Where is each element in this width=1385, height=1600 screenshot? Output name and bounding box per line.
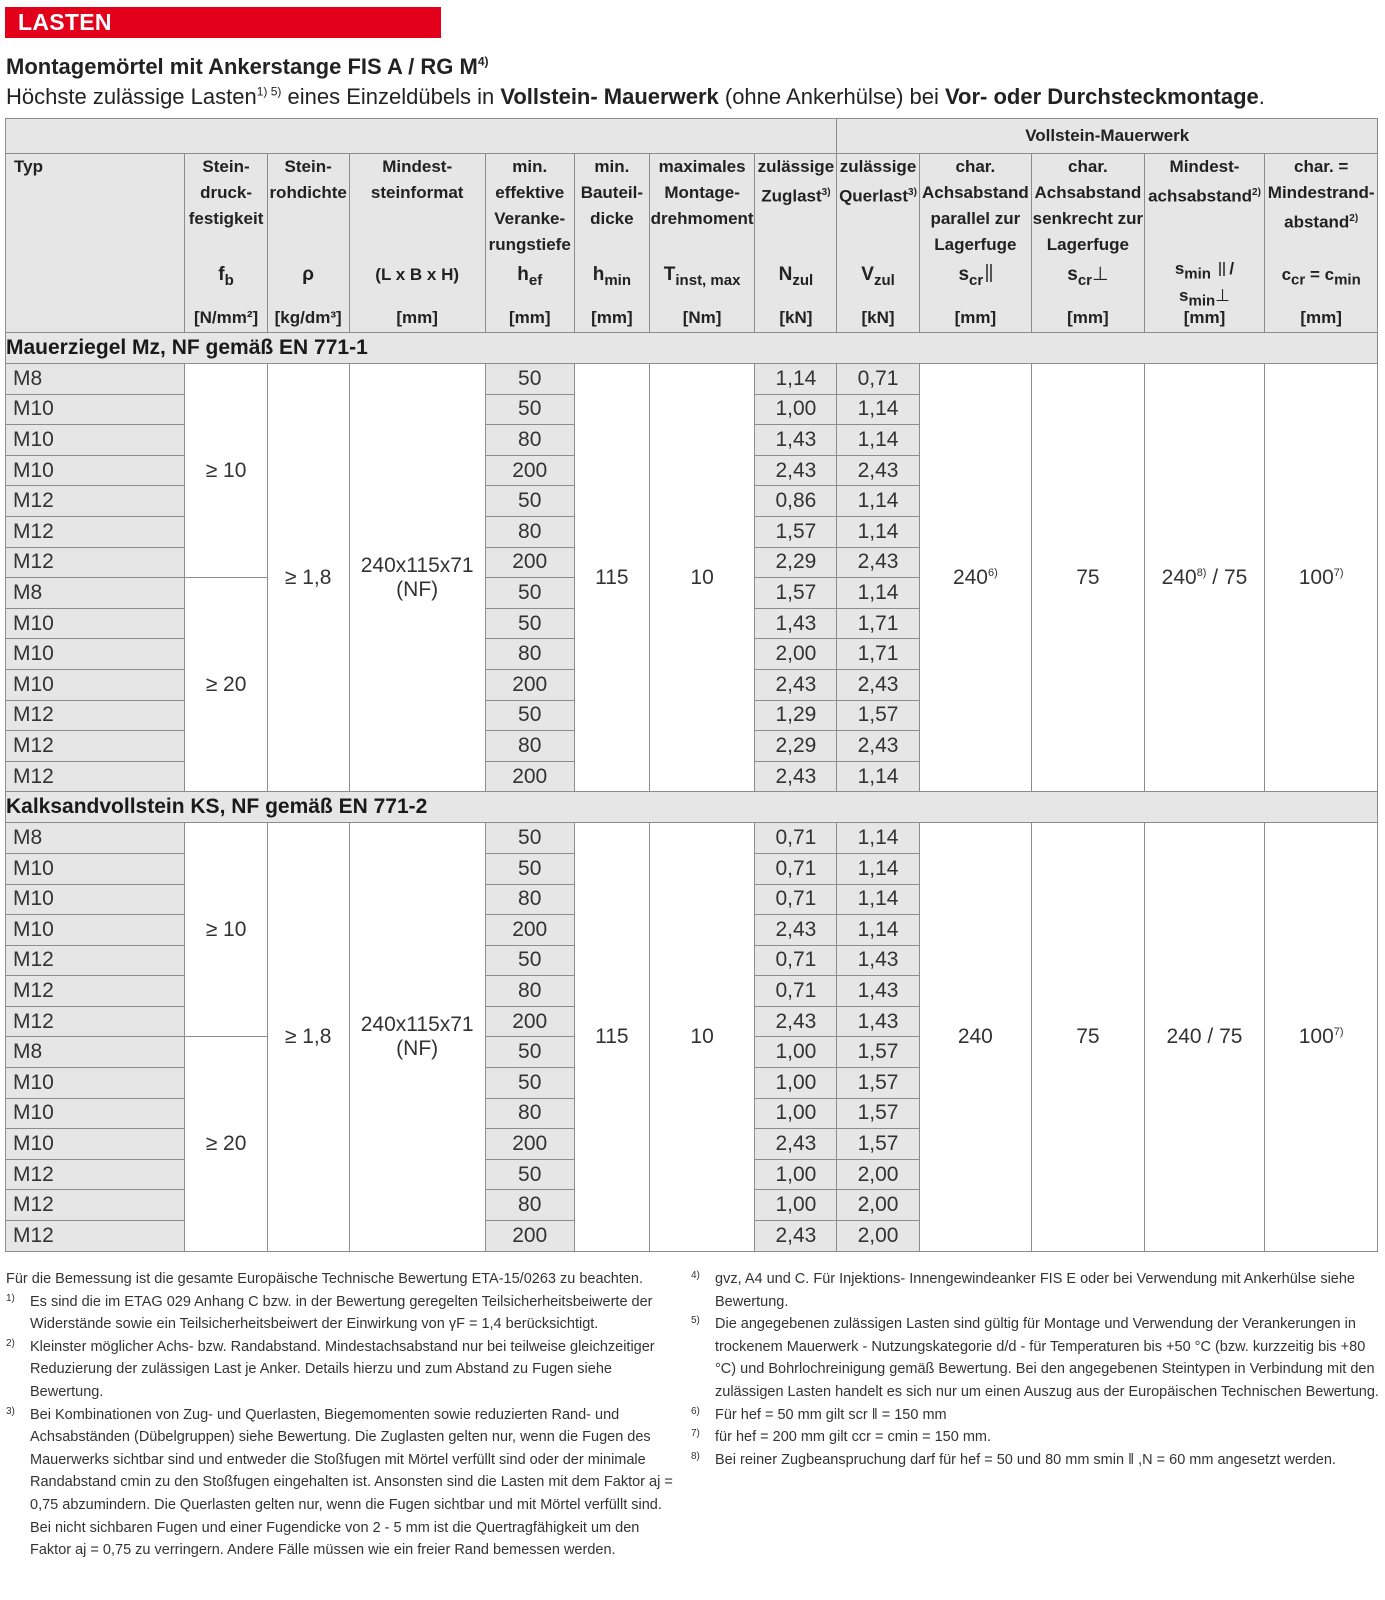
cell-vzul: 2,00 <box>837 1190 919 1221</box>
cell-typ: M12 <box>6 1159 185 1190</box>
cell-scr-perpendicular: 75 <box>1032 823 1145 1251</box>
cell-smin <box>1144 823 1265 1251</box>
footnote-text: Die angegebenen zulässigen Lasten sind gültig für Montage und Verwendung der Verankerungen in trockenem Mauerwerk - Nutzungskategorie d/d - für Temperaturen bis +50 °C (bzw. kurzzeitig bis +80 °C) und Bohrlochreinigung gemäß Bewertung. Bei den angegebenen Steintypen in Verbindung mit den zulässigen Lasten handelt es sich nur um einen Auszug aus der Europäischen Technischen Bewertung. <box>715 1316 1379 1400</box>
cell-nzul: 0,71 <box>755 945 837 976</box>
header-line: min. <box>594 157 630 176</box>
cell-fb: ≥ 10 <box>185 364 267 578</box>
parallel-icon <box>990 264 992 282</box>
header-line: min. <box>512 157 548 176</box>
header-symbol-sub: cr <box>969 271 984 289</box>
footnote-text: Kleinster möglicher Achs- bzw. Randabstand. Mindestachsabstand nur bei teilweise gleichzeitiger Reduzierung der zulässigen Last je Anker. Details hierzu und zum Abstand zu Fugen siehe Bewertung. <box>30 1338 655 1400</box>
header-line: rungstiefe <box>488 235 571 254</box>
cell-hmin: 115 <box>574 364 649 792</box>
footnote-number: 1) <box>6 1292 15 1304</box>
header-line: achsabstand <box>1148 186 1253 206</box>
cell-typ: M10 <box>6 1068 185 1099</box>
cell-nzul: 1,57 <box>755 516 837 547</box>
header-symbol: = c <box>1305 265 1335 284</box>
cell-vzul: 1,57 <box>837 1129 919 1160</box>
title-footnote-ref: 4) <box>477 54 489 69</box>
footnote-6 <box>691 1404 1379 1427</box>
header-line: zulässige <box>757 157 835 176</box>
cell-vzul: 1,14 <box>837 486 919 517</box>
cell-typ: M12 <box>6 731 185 762</box>
header-line: char. = <box>1293 157 1349 176</box>
cell-typ: M12 <box>6 761 185 792</box>
footnote-4 <box>691 1268 1379 1313</box>
cell-hef: 50 <box>485 578 574 609</box>
footnote-text: gvz, A4 und C. Für Injektions- Innengewindeanker FIS E oder bei Verwendung mit Ankerhülse siehe Bewertung. <box>715 1271 1355 1310</box>
cell-vzul: 1,14 <box>837 915 919 946</box>
table-row <box>6 364 1378 395</box>
cell-vzul: 1,43 <box>837 1006 919 1037</box>
cell-nzul: 1,00 <box>755 1159 837 1190</box>
header-line: Bauteil- <box>580 183 644 202</box>
header-line: Mindest- <box>382 157 453 176</box>
format-line: (NF) <box>396 577 439 601</box>
cell-typ: M10 <box>6 639 185 670</box>
format-line: (NF) <box>396 1036 439 1060</box>
footnotes-right <box>691 1268 1379 1471</box>
cell-typ: M10 <box>6 455 185 486</box>
section-title: Kalksandvollstein KS, NF gemäß EN 771-2 <box>6 792 1378 823</box>
cell-hef: 200 <box>485 669 574 700</box>
cell-hef: 80 <box>485 425 574 456</box>
cell-format <box>349 823 485 1251</box>
header-line: steinformat <box>370 183 464 202</box>
header-symbol: s <box>1179 286 1189 306</box>
cell-nzul: 0,71 <box>755 976 837 1007</box>
header-line: maximales <box>658 157 746 176</box>
header-line: Lagerfuge <box>934 235 1017 254</box>
header-symbol-sub: zul <box>792 271 814 289</box>
cell-hef: 200 <box>485 1221 574 1252</box>
header-line: Zuglast <box>761 186 822 206</box>
cell-vzul: 1,14 <box>837 853 919 884</box>
footnote-ref: 7) <box>1333 1025 1344 1038</box>
cell-ccr <box>1265 823 1378 1251</box>
cell-typ: M10 <box>6 394 185 425</box>
cell-hef: 80 <box>485 884 574 915</box>
cell-hef: 200 <box>485 1129 574 1160</box>
cell-scr-parallel <box>919 364 1032 792</box>
cell-typ: M8 <box>6 1037 185 1068</box>
header-line: Achsabstand <box>921 183 1029 202</box>
subtitle-part: . <box>1258 84 1265 109</box>
col-header-fb <box>185 154 267 333</box>
cell-vzul: 1,57 <box>837 1068 919 1099</box>
subtitle-footnote-ref: 1) 5) <box>256 84 282 99</box>
cell-hef: 50 <box>485 394 574 425</box>
cell-hef: 50 <box>485 1159 574 1190</box>
header-symbol-sub: cr <box>1077 271 1092 289</box>
header-unit: [N/mm²] <box>193 308 259 327</box>
cell-vzul: 0,71 <box>837 364 919 395</box>
cell-nzul: 2,43 <box>755 1221 837 1252</box>
footnote-number: 5) <box>691 1315 700 1327</box>
value: 240 <box>957 1024 993 1048</box>
footnote-ref: 8) <box>1196 566 1207 579</box>
cell-typ: M12 <box>6 486 185 517</box>
header-symbol-sub: zul <box>873 271 895 289</box>
cell-nzul: 1,43 <box>755 608 837 639</box>
cell-vzul: 2,43 <box>837 669 919 700</box>
cell-hef: 50 <box>485 1037 574 1068</box>
page-subtitle <box>6 84 1265 110</box>
header-line: drehmoment <box>650 209 754 228</box>
cell-typ: M12 <box>6 976 185 1007</box>
cell-typ: M8 <box>6 364 185 395</box>
header-symbol: h <box>592 264 605 285</box>
header-label: Typ <box>14 157 43 176</box>
cell-vzul: 2,43 <box>837 455 919 486</box>
header-line: rohdichte <box>269 183 347 202</box>
col-header-tinst <box>649 154 754 333</box>
header-unit: [mm] <box>1067 308 1109 327</box>
footnote-ref: 7) <box>1333 566 1344 579</box>
header-symbol: c <box>1281 265 1292 284</box>
header-line: char. <box>1068 157 1108 176</box>
header-line: Montage- <box>664 183 740 202</box>
group-caption-row <box>6 119 1378 154</box>
cell-nzul: 1,00 <box>755 1068 837 1099</box>
cell-tinst: 10 <box>649 823 754 1251</box>
parallel-icon <box>986 264 988 282</box>
cell-tinst: 10 <box>649 364 754 792</box>
cell-typ: M12 <box>6 1221 185 1252</box>
footnote-5 <box>691 1313 1379 1403</box>
header-unit: [mm] <box>1183 308 1226 327</box>
cell-vzul: 1,43 <box>837 976 919 1007</box>
cell-hef: 50 <box>485 853 574 884</box>
header-line: char. <box>955 157 996 176</box>
footnote-text: für hef = 200 mm gilt ccr = cmin = 150 mm. <box>715 1429 992 1446</box>
subtitle-part: (ohne Ankerhülse) bei <box>718 84 946 109</box>
header-line: Lagerfuge <box>1046 235 1129 254</box>
header-line: Veranke- <box>494 209 566 228</box>
cell-hef: 50 <box>485 364 574 395</box>
header-footnote-ref: 3) <box>821 187 831 198</box>
perpendicular-icon: ⊥ <box>1215 286 1230 306</box>
cell-vzul: 1,57 <box>837 1037 919 1068</box>
cell-rho: ≥ 1,8 <box>267 364 349 792</box>
col-header-hef <box>485 154 574 333</box>
cell-hef: 200 <box>485 547 574 578</box>
cell-typ: M8 <box>6 823 185 854</box>
cell-nzul: 2,43 <box>755 915 837 946</box>
header-symbol: T <box>663 264 676 285</box>
cell-scr-perpendicular: 75 <box>1032 364 1145 792</box>
section-header-row <box>6 792 1378 823</box>
cell-nzul: 0,71 <box>755 823 837 854</box>
header-line: abstand <box>1284 212 1350 232</box>
cell-hef: 80 <box>485 1098 574 1129</box>
cell-nzul: 2,29 <box>755 547 837 578</box>
cell-vzul: 1,71 <box>837 639 919 670</box>
col-header-scr-parallel <box>919 154 1032 333</box>
header-unit: [mm] <box>1300 308 1342 327</box>
footnote-1 <box>6 1291 674 1336</box>
cell-vzul: 2,00 <box>837 1221 919 1252</box>
cell-hef: 50 <box>485 608 574 639</box>
cell-typ: M10 <box>6 1098 185 1129</box>
value: 240 <box>1161 565 1197 589</box>
cell-nzul: 1,00 <box>755 1037 837 1068</box>
table-row <box>6 823 1378 854</box>
col-header-typ <box>6 154 185 333</box>
format-line: 240x115x71 <box>360 553 474 577</box>
cell-vzul: 1,14 <box>837 823 919 854</box>
cell-typ: M12 <box>6 945 185 976</box>
cell-hef: 200 <box>485 761 574 792</box>
cell-typ: M10 <box>6 1129 185 1160</box>
footnote-2 <box>6 1336 674 1404</box>
header-line: druck- <box>200 183 253 202</box>
cell-nzul: 2,43 <box>755 1129 837 1160</box>
footnote-number: 4) <box>691 1270 700 1281</box>
cell-hef: 50 <box>485 1068 574 1099</box>
cell-rho: ≥ 1,8 <box>267 823 349 1251</box>
cell-vzul: 2,43 <box>837 731 919 762</box>
cell-hef: 50 <box>485 700 574 731</box>
cell-ccr <box>1265 364 1378 792</box>
cell-hef: 80 <box>485 639 574 670</box>
cell-scr-parallel <box>919 823 1032 1251</box>
value: / 75 <box>1201 1024 1243 1048</box>
cell-vzul: 1,43 <box>837 945 919 976</box>
footnote-number: 2) <box>6 1337 15 1349</box>
footnote-text: Bei Kombinationen von Zug- und Querlasten, Biegemomenten sowie reduzierten Rand- und Achsabständen (Dübelgruppen) siehe Bewertung. Die Zuglasten gelten nur, wenn die Fugen des Mauerwerks sichtbar sind und entweder die Stoßfugen mit Mörtel verfüllt sind oder der minimale Randabstand cmin zu den Stoßfugen eingehalten ist. Ansonsten sind die Lasten mit dem Faktor aj = 0,75 abzumindern. Die Querlasten gelten nur, wenn die Fugen sichtbar und mit Mörtel verfüllt sind. Bei nicht sichbaren Fugen und einer Fugendicke von 2 - 5 mm ist die Quertragfähigkeit um den Faktor aj = 0,75 zu verringern. Andere Fälle müssen wie ein freier Rand bemessen werden. <box>30 1406 673 1559</box>
cell-hef: 50 <box>485 945 574 976</box>
col-header-ccr <box>1265 154 1378 333</box>
header-line: Mindestrand- <box>1267 183 1375 202</box>
header-footnote-ref: 2) <box>1252 187 1261 198</box>
cell-hef: 80 <box>485 516 574 547</box>
cell-vzul: 1,57 <box>837 1098 919 1129</box>
cell-vzul: 2,43 <box>837 547 919 578</box>
header-symbol-sub: inst, max <box>675 271 741 289</box>
cell-vzul: 1,14 <box>837 516 919 547</box>
header-unit: [mm] <box>508 308 551 327</box>
subtitle-bold: Vor- oder Durchsteckmontage <box>945 84 1259 109</box>
footnote-text: Es sind die im ETAG 029 Anhang C bzw. in der Bewertung geregelten Teilsicherheitsbeiwerte der Widerstände sowie ein Teilsicherheitsbeiwert der Einwirkung von γF = 1,4 berücksichtigt. <box>30 1293 653 1333</box>
cell-hef: 80 <box>485 731 574 762</box>
cell-typ: M12 <box>6 1006 185 1037</box>
header-symbol: (L x B x H) <box>375 265 460 284</box>
header-line: dicke <box>590 209 634 228</box>
header-symbol: s <box>1067 264 1078 285</box>
parallel-icon <box>1223 262 1225 276</box>
header-line: effektive <box>495 183 565 202</box>
page-title <box>6 54 489 80</box>
cell-vzul: 1,71 <box>837 608 919 639</box>
value: 240 <box>1166 1024 1202 1048</box>
cell-typ: M10 <box>6 425 185 456</box>
header-symbol-sub: min <box>1184 265 1211 283</box>
header-line: Querlast <box>839 186 909 206</box>
header-line: Mindest- <box>1169 157 1240 176</box>
cell-nzul: 1,43 <box>755 425 837 456</box>
cell-vzul: 1,14 <box>837 761 919 792</box>
header-line: Achsabstand <box>1034 183 1142 202</box>
cell-nzul: 1,14 <box>755 364 837 395</box>
header-line: zulässige <box>839 157 917 176</box>
cell-nzul: 1,00 <box>755 1190 837 1221</box>
header-line: senkrecht zur <box>1032 209 1144 228</box>
cell-fb: ≥ 20 <box>185 578 267 792</box>
header-symbol-sub: b <box>224 271 234 289</box>
cell-typ: M8 <box>6 578 185 609</box>
value: 100 <box>1298 1024 1334 1048</box>
subtitle-part: Höchste zulässige Lasten <box>6 84 257 109</box>
cell-nzul: 1,29 <box>755 700 837 731</box>
cell-typ: M12 <box>6 516 185 547</box>
cell-fb: ≥ 20 <box>185 1037 267 1251</box>
header-unit: [kN] <box>779 308 813 327</box>
header-symbol-sub: min <box>1334 271 1361 289</box>
cell-typ: M12 <box>6 547 185 578</box>
cell-hef: 80 <box>485 1190 574 1221</box>
cell-vzul: 1,14 <box>837 578 919 609</box>
header-symbol: s <box>958 264 970 285</box>
header-line: parallel zur <box>930 209 1021 228</box>
value: / 75 <box>1206 565 1248 589</box>
footnote-text: Für hef = 50 mm gilt scr ǁ = 150 mm <box>715 1406 947 1423</box>
value: 100 <box>1298 565 1334 589</box>
footnote-8 <box>691 1449 1379 1472</box>
cell-hmin: 115 <box>574 823 649 1251</box>
cell-typ: M12 <box>6 1190 185 1221</box>
footnote-number: 3) <box>6 1405 15 1417</box>
header-line: Stein- <box>284 157 332 176</box>
footnote-7 <box>691 1426 1379 1449</box>
col-header-hmin <box>574 154 649 333</box>
cell-vzul: 2,00 <box>837 1159 919 1190</box>
cell-nzul: 2,43 <box>755 761 837 792</box>
footnote-intro: Für die Bemessung ist die gesamte Europäische Technische Bewertung ETA-15/0263 zu beachten. <box>6 1271 644 1287</box>
section-title: Mauerziegel Mz, NF gemäß EN 771-1 <box>6 333 1378 364</box>
footnote-text: Bei reiner Zugbeanspruchung darf für hef = 50 und 80 mm smin ǁ ,N = 60 mm angesetzt werden. <box>715 1451 1336 1468</box>
header-line: Stein- <box>202 157 250 176</box>
section-banner: LASTEN <box>5 7 441 38</box>
cell-hef: 200 <box>485 455 574 486</box>
cell-hef: 50 <box>485 823 574 854</box>
header-unit: [kN] <box>861 308 895 327</box>
cell-nzul: 1,00 <box>755 1098 837 1129</box>
header-symbol-sub: ef <box>528 271 543 289</box>
cell-vzul: 1,57 <box>837 700 919 731</box>
col-header-scr-perpendicular <box>1032 154 1145 333</box>
header-symbol: N <box>778 264 793 285</box>
cell-nzul: 2,00 <box>755 639 837 670</box>
cell-nzul: 0,71 <box>755 884 837 915</box>
header-unit: [mm] <box>591 308 633 327</box>
cell-typ: M10 <box>6 669 185 700</box>
header-footnote-ref: 3) <box>908 187 917 198</box>
col-header-format <box>349 154 485 333</box>
cell-format <box>349 364 485 792</box>
subtitle-bold: Vollstein- Mauerwerk <box>500 84 719 109</box>
col-header-nzul <box>755 154 837 333</box>
col-header-rho <box>267 154 349 333</box>
cell-vzul: 1,14 <box>837 884 919 915</box>
header-row <box>6 154 1378 333</box>
cell-nzul: 1,00 <box>755 394 837 425</box>
header-symbol-sub: min <box>1188 292 1216 310</box>
cell-nzul: 2,43 <box>755 1006 837 1037</box>
footnotes-left <box>6 1268 674 1562</box>
cell-typ: M10 <box>6 853 185 884</box>
footnote-3 <box>6 1404 674 1562</box>
cell-vzul: 1,14 <box>837 394 919 425</box>
cell-typ: M10 <box>6 884 185 915</box>
cell-hef: 50 <box>485 486 574 517</box>
col-header-smin: Mindest- achsabstand$^{2)}$ $s_{min}$ / $s_{min}\perp$ [mm] <box>1144 154 1265 333</box>
cell-typ: M10 <box>6 608 185 639</box>
cell-hef: 200 <box>485 915 574 946</box>
header-footnote-ref: 2) <box>1349 213 1359 224</box>
subtitle-part: eines Einzeldübels in <box>281 84 501 109</box>
cell-nzul: 2,43 <box>755 669 837 700</box>
header-unit: [mm] <box>954 308 997 327</box>
footnote-number: 7) <box>691 1428 700 1440</box>
header-symbol: f <box>218 264 225 285</box>
cell-nzul: 0,71 <box>755 853 837 884</box>
cell-typ: M12 <box>6 700 185 731</box>
group-caption: Vollstein-Mauerwerk <box>837 119 1378 154</box>
cell-nzul: 2,29 <box>755 731 837 762</box>
title-text: Montagemörtel mit Ankerstange FIS A / RG M <box>6 54 478 79</box>
header-line: festigkeit <box>188 209 264 228</box>
cell-hef: 200 <box>485 1006 574 1037</box>
value: 240 <box>952 565 988 589</box>
footnote-number: 6) <box>691 1405 700 1417</box>
format-line: 240x115x71 <box>360 1012 474 1036</box>
header-unit: [kg/dm³] <box>274 308 342 327</box>
cell-hef: 80 <box>485 976 574 1007</box>
load-table <box>5 118 1378 1252</box>
header-symbol: ρ <box>302 264 315 285</box>
header-symbol-sub: min <box>604 271 631 289</box>
header-unit: [Nm] <box>682 308 722 327</box>
footnote-ref: 6) <box>987 566 998 579</box>
cell-typ: M10 <box>6 915 185 946</box>
cell-fb: ≥ 10 <box>185 823 267 1037</box>
header-symbol-sub: cr <box>1291 271 1306 289</box>
header-symbol: s <box>1174 259 1185 278</box>
cell-vzul: 1,14 <box>837 425 919 456</box>
section-header-row <box>6 333 1378 364</box>
footnote-number: 8) <box>691 1450 700 1462</box>
perpendicular-icon: ⊥ <box>1092 264 1109 285</box>
header-unit: [mm] <box>396 308 438 327</box>
cell-nzul: 0,86 <box>755 486 837 517</box>
header-symbol: V <box>861 264 874 285</box>
cell-nzul: 1,57 <box>755 578 837 609</box>
parallel-icon <box>1219 262 1221 276</box>
col-header-vzul <box>837 154 919 333</box>
header-symbol: h <box>517 264 529 285</box>
cell-nzul: 2,43 <box>755 455 837 486</box>
cell-smin <box>1144 364 1265 792</box>
